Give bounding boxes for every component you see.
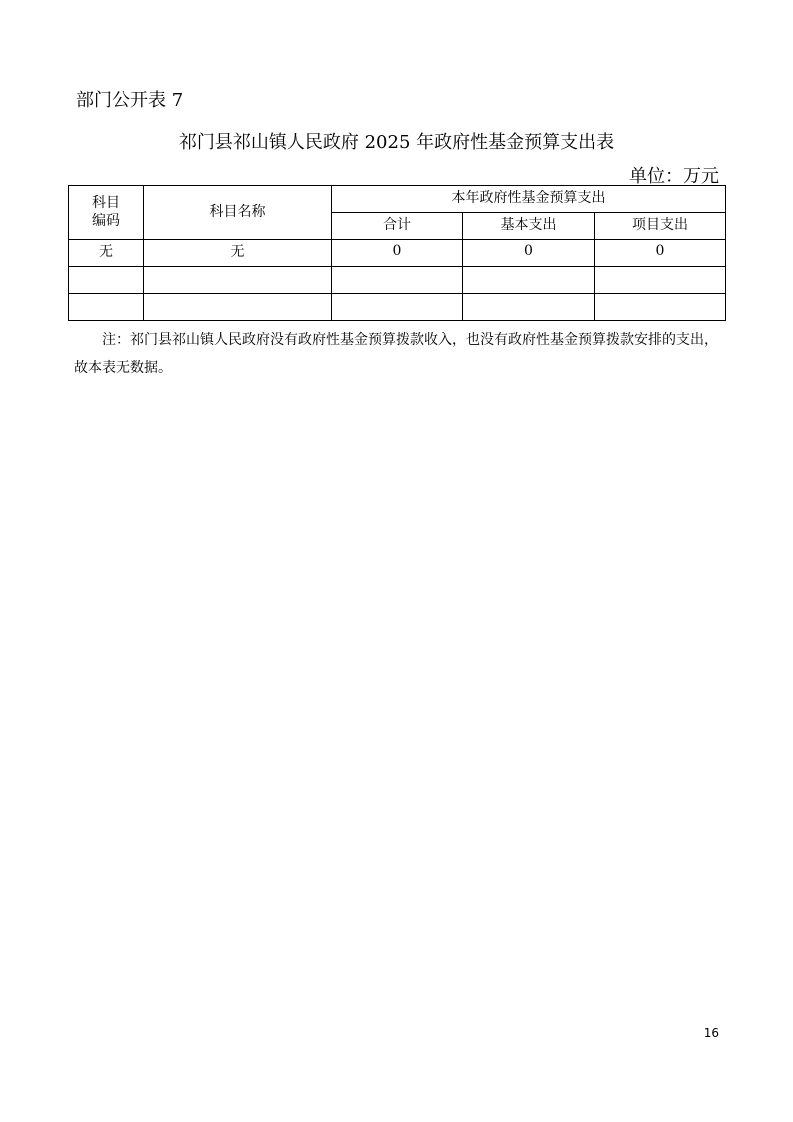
cell-basic: 0 xyxy=(463,240,595,267)
header-project-expenditure: 项目支出 xyxy=(595,213,726,240)
table-row xyxy=(69,240,726,267)
table-label: 部门公开表 7 xyxy=(76,90,184,111)
header-expenditure-group: 本年政府性基金预算支出 xyxy=(332,186,726,213)
page-number: 16 xyxy=(703,1026,719,1040)
header-total: 合计 xyxy=(332,213,463,240)
header-basic-expenditure: 基本支出 xyxy=(463,213,595,240)
cell-code: 无 xyxy=(69,240,144,267)
unit-label: 单位：万元 xyxy=(629,166,719,187)
footnote: 注：祁门县祁山镇人民政府没有政府性基金预算拨款收入，也没有政府性基金预算拨款安排的支出，故本表无数据。 xyxy=(74,332,718,376)
budget-table xyxy=(68,185,726,321)
cell-project: 0 xyxy=(595,240,726,267)
header-subject-code xyxy=(69,186,144,240)
table-row-empty xyxy=(69,294,726,321)
page-title: 祁门县祁山镇人民政府 2025 年政府性基金预算支出表 xyxy=(178,132,615,153)
header-subject-code-line1: 科目 xyxy=(92,195,120,211)
table-row-empty xyxy=(69,267,726,294)
header-subject-name: 科目名称 xyxy=(144,186,332,240)
cell-name: 无 xyxy=(144,240,332,267)
cell-total: 0 xyxy=(332,240,463,267)
header-subject-code-line2: 编码 xyxy=(92,212,120,229)
